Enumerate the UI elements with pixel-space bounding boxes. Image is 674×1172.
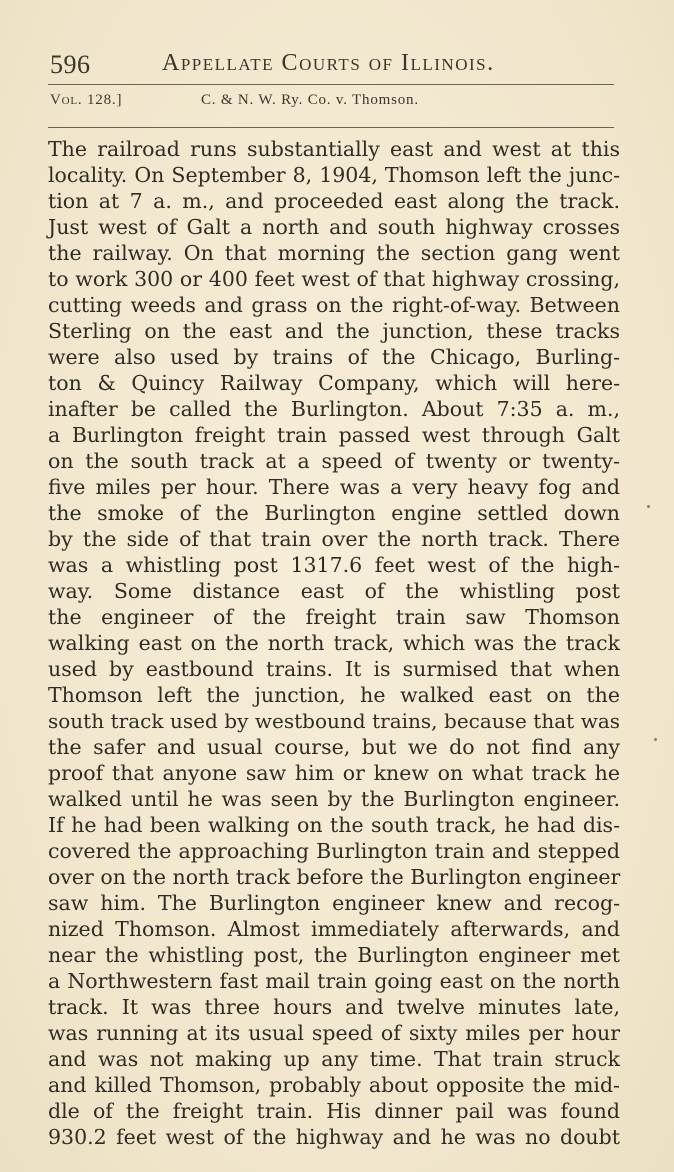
text-line: was running at its usual speed of sixty miles per hour xyxy=(48,1021,620,1045)
text-line: and killed Thomson, probably about opposite the mid- xyxy=(48,1073,620,1097)
text-line: the safer and usual course, but we do not find any xyxy=(48,735,620,759)
paper-speck xyxy=(654,738,657,741)
text-line: near the whistling post, the Burlington engineer met xyxy=(48,943,620,967)
text-line: saw him. The Burlington engineer knew and recog- xyxy=(48,891,620,915)
case-header-rule xyxy=(48,127,614,128)
text-line: over on the north track before the Burlington engineer xyxy=(48,865,621,889)
text-line: the smoke of the Burlington engine settled down xyxy=(48,501,620,525)
text-line: Thomson left the junction, he walked east on the xyxy=(48,683,620,707)
text-line: walking east on the north track, which was the track xyxy=(48,631,620,655)
text-line: proof that anyone saw him or knew on what track he xyxy=(48,761,620,785)
text-line: tion at 7 a. m., and proceeded east along the track. xyxy=(48,189,620,213)
text-line: ton & Quincy Railway Company, which will here- xyxy=(48,371,620,395)
opinion-text xyxy=(48,136,620,1150)
text-line: south track used by westbound trains, because that was xyxy=(48,709,620,733)
text-line: and was not making up any time. That train struck xyxy=(48,1047,620,1071)
text-line: dle of the freight train. His dinner pail was found xyxy=(48,1099,620,1123)
text-line: 930.2 feet west of the highway and he was no doubt xyxy=(48,1125,620,1149)
text-line: used by eastbound trains. It is surmised that when xyxy=(48,657,620,681)
text-line: to work 300 or 400 feet west of that highway crossing, xyxy=(48,267,620,291)
text-line: Sterling on the east and the junction, these tracks xyxy=(48,319,620,343)
volume-label: Vol. 128.] xyxy=(50,92,123,108)
journal-title: Appellate Courts of Illinois. xyxy=(162,50,495,76)
text-line: the railway. On that morning the section gang went xyxy=(48,241,620,265)
text-line: was a whistling post 1317.6 feet west of the high- xyxy=(48,553,620,577)
text-line: five miles per hour. There was a very heavy fog and xyxy=(48,475,620,499)
text-line: by the side of that train over the north track. There xyxy=(48,527,620,551)
text-line: locality. On September 8, 1904, Thomson left the junc- xyxy=(48,163,620,187)
page-number: 596 xyxy=(50,50,91,79)
text-line: cutting weeds and grass on the right-of-way. Between xyxy=(48,293,620,317)
text-line: way. Some distance east of the whistling post xyxy=(48,579,620,603)
text-line: The railroad runs substantially east and west at this xyxy=(48,137,620,161)
text-line: If he had been walking on the south track, he had dis- xyxy=(48,813,620,837)
text-line: covered the approaching Burlington train and stepped xyxy=(48,839,620,863)
text-line: on the south track at a speed of twenty or twenty- xyxy=(48,449,620,473)
text-line: the engineer of the freight train saw Thomson xyxy=(48,605,620,629)
text-line: track. It was three hours and twelve minutes late, xyxy=(48,995,620,1019)
text-line: a Burlington freight train passed west through Galt xyxy=(48,423,620,447)
header-rule xyxy=(48,84,614,85)
text-line: inafter be called the Burlington. About 7:35 a. m., xyxy=(48,397,620,421)
running-head xyxy=(50,48,625,84)
text-line: nized Thomson. Almost immediately afterwards, and xyxy=(48,917,620,941)
text-line: Just west of Galt a north and south highway crosses xyxy=(48,215,620,239)
text-line: walked until he was seen by the Burlington engineer. xyxy=(48,787,620,811)
case-header xyxy=(50,90,625,114)
text-line: were also used by trains of the Chicago, Burling- xyxy=(48,345,620,369)
text-line: a Northwestern fast mail train going east on the north xyxy=(48,969,620,993)
paper-speck xyxy=(647,505,650,508)
case-title: C. & N. W. Ry. Co. v. Thomson. xyxy=(201,92,419,108)
